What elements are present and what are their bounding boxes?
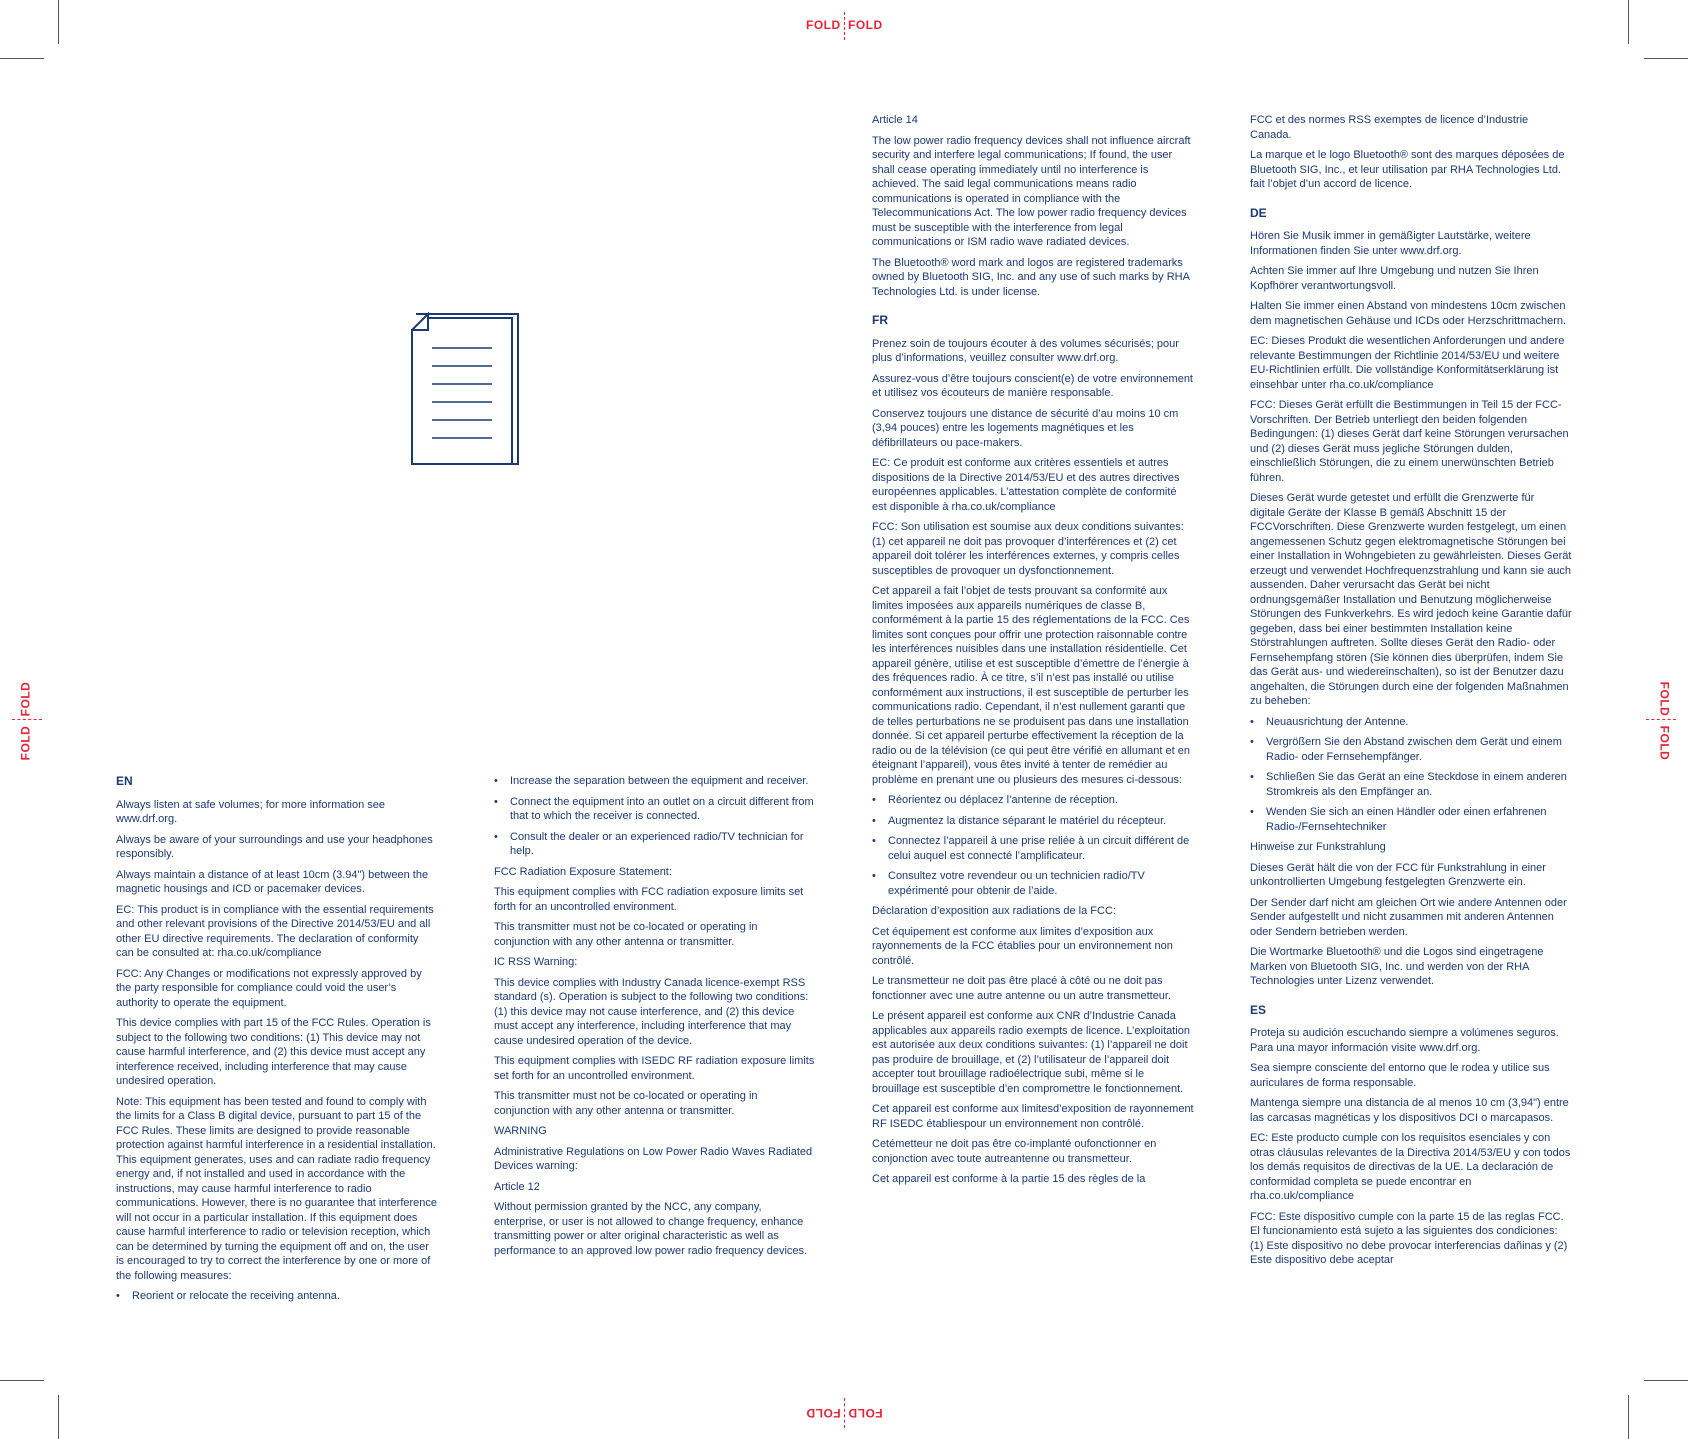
- paragraph: This transmitter must not be co-located or operating in conjunction with any other antenna or transmitter.: [494, 1090, 758, 1117]
- paragraph: Always maintain a distance of at least 10cm (3.94") between the magnetic housings and ICD or pacemaker devices.: [116, 868, 429, 895]
- paragraph: Prenez soin de toujours écouter à des volumes sécurisés; pour plus d’informations, veuillez consulter www.drf.org.: [872, 337, 1179, 364]
- fold-line-right: [1646, 719, 1676, 720]
- paragraph: Article 14: [872, 114, 918, 126]
- heading-en: EN: [116, 774, 133, 788]
- column-en-continued: [494, 774, 816, 1264]
- bullet-list: [1250, 715, 1572, 835]
- heading-fr: FR: [872, 313, 888, 327]
- heading-es: ES: [1250, 1002, 1267, 1017]
- paragraph: IC RSS Warning:: [494, 956, 578, 968]
- fold-label-bottom-right: FOLD: [848, 1406, 883, 1420]
- paragraph: This equipment complies with ISEDC RF radiation exposure limits set forth for an uncontrolled environment.: [494, 1055, 815, 1082]
- paragraph: Always listen at safe volumes; for more information see www.drf.org.: [116, 798, 386, 825]
- paragraph: FCC: Son utilisation est soumise aux deux conditions suivantes: (1) cet appareil ne doit pas provoquer d’interférences et (2) cet appareil doit tolérer les interférences externes, y compris celles susceptibles de provoquer un dysfonctionnement.: [872, 521, 1184, 577]
- paragraph: Always be aware of your surroundings and use your headphones responsibly.: [116, 833, 433, 860]
- paragraph: Note: This equipment has been tested and found to comply with the limits for a Class B digital device, pursuant to part 15 of the FCC Rules. These limits are designed to provide reasonable protection against harmful interference in a residential installation. This equipment generates, uses and can radiate radio frequency energy and, if not installed and used in accordance with the instructions, may cause harmful interference to radio communications. However, there is no guarantee that interference will not occur in a particular installation. If this equipment does cause harmful interference to radio or television reception, which can be determined by turning the equipment off and on, the user is encouraged to try to correct the interference by one or more of the following measures:: [116, 1095, 438, 1282]
- fold-label-left-bottom: FOLD: [18, 725, 33, 761]
- paragraph: EC: Este producto cumple con los requisitos esenciales y con otras cláusulas relevantes de la Directiva 2014/53/EU y con todos los demás requisitos de directivas de la UE. La declaración de conformidad completa se puede encontrar en rha.co.uk/compliance: [1250, 1132, 1571, 1202]
- paragraph: This transmitter must not be co-located or operating in conjunction with any other antenna or transmitter.: [494, 921, 758, 948]
- paragraph: Die Wortmarke Bluetooth® und die Logos sind eingetragene Marken von Bluetooth SIG, Inc. und werden von der RHA Technologies unter Lizenz verwendet.: [1250, 946, 1544, 987]
- paragraph: FCC: Este dispositivo cumple con la parte 15 de las reglas FCC. El funcionamiento está sujeto a las siguientes dos condiciones: (1) Este dispositivo no debe provocar interferencias dañinas y (2) Este dispositivo debe aceptar: [1250, 1210, 1568, 1266]
- list-item: • Connectez l’appareil à une prise reliée à un circuit différent de celui auquel est connecté l’amplificateur.: [872, 834, 1194, 863]
- paragraph: EC: This product is in compliance with the essential requirements and other relevant provisions of the Directive 2014/53/EU and all other EU directive requirements. The declaration of conformity can be consulted at: rha.co.uk/compliance: [116, 903, 434, 959]
- crop-mark: [58, 1395, 59, 1439]
- paragraph: Sea siempre consciente del entorno que le rodea y utilice sus auriculares de forma responsable.: [1250, 1062, 1550, 1089]
- paragraph: Halten Sie immer einen Abstand von mindestens 10cm zwischen dem magnetischen Gehäuse und ICDs oder Herzschrittmachern.: [1250, 300, 1567, 327]
- paragraph: FCC Radiation Exposure Statement:: [494, 865, 672, 878]
- paragraph: Cetémetteur ne doit pas être co-implanté oufonctionner en conjonction avec toute autreantenne ou transmetteur.: [872, 1138, 1157, 1165]
- crop-mark: [1628, 0, 1629, 44]
- paragraph: Assurez-vous d’être toujours conscient(e) de votre environnement et utilisez vos écouteurs de manière responsable.: [872, 372, 1193, 399]
- paragraph: Achten Sie immer auf Ihre Umgebung und nutzen Sie Ihren Kopfhörer verantwortungsvoll.: [1250, 265, 1539, 292]
- list-item: • Réorientez ou déplacez l’antenne de réception.: [872, 793, 1194, 808]
- fold-label-right-bottom: FOLD: [1657, 725, 1672, 761]
- list-item: • Wenden Sie sich an einen Händler oder einen erfahrenen Radio-/Fernsehtechniker: [1250, 805, 1572, 834]
- paragraph: Hinweise zur Funkstrahlung: [1250, 841, 1386, 853]
- fold-line-left: [12, 719, 42, 720]
- list-item: • Connect the equipment into an outlet on a circuit different from that to which the receiver is connected.: [494, 795, 816, 824]
- fold-line-bottom: [844, 1398, 845, 1428]
- crop-mark: [0, 58, 44, 59]
- paragraph: The Bluetooth® word mark and logos are registered trademarks owned by Bluetooth SIG, Inc. and any use of such marks by RHA Technologies Ltd. is under license.: [872, 256, 1190, 298]
- crop-mark: [58, 0, 59, 44]
- paragraph: Cet appareil a fait l’objet de tests prouvant sa conformité aux limites imposées aux appareils numériques de classe B, conformément à la partie 15 des réglementations de la FCC. Ces limites sont conçues pour offrir une protection raisonnable contre les interférences nuisibles dans une installation résidentielle. Cet appareil génère, utilise et est susceptible d’émettre de l’énergie à des fréquences radio. À ce titre, s’il n’est pas installé ou utilise conformément aux instructions, il est susceptible de perturber les communications radio. Cependant, il n’est nullement garanti que de telles perturbations ne se produisent pas dans une installation donnée. Si cet appareil perturbe effectivement la réception de la radio ou de la télévision (ce qui peut être vérifié en allumant et en éteignant l’appareil), vous êtes invité à tenter de remédier au problème en prenant une ou plusieurs des mesures ci-dessous:: [872, 585, 1190, 786]
- list-item: • Neuausrichtung der Antenne.: [1250, 715, 1572, 730]
- fold-label-top-left: FOLD: [806, 18, 841, 32]
- paragraph: EC: Dieses Produkt die wesentlichen Anforderungen und andere relevante Bestimmungen der Richtlinie 2014/53/EU und weitere EU-Richtlinien erfüllt. Die vollständige Konformitätserklärung ist einsehbar unter rha.co.uk/compliance: [1250, 335, 1565, 391]
- paragraph: Cet appareil est conforme à la partie 15 des règles de la: [872, 1173, 1146, 1185]
- paragraph: WARNING: [494, 1125, 547, 1137]
- paragraph: Conservez toujours une distance de sécurité d’au moins 10 cm (3,94 pouces) entre les logements magnétiques et les défibrillateurs ou pace-makers.: [872, 407, 1179, 449]
- crop-mark: [1644, 58, 1688, 59]
- fold-label-bottom-left: FOLD: [806, 1406, 841, 1420]
- list-item: • Augmentez la distance séparant le matériel du récepteur.: [872, 814, 1194, 829]
- bullet-list: [116, 1289, 438, 1304]
- paragraph: EC: Ce produit est conforme aux critères essentiels et autres dispositions de la Directive 2014/53/EU et des autres directives européennes applicables. L’attestation complète de conformité est disponible à rha.co.uk/compliance: [872, 457, 1180, 513]
- paragraph: Der Sender darf nicht am gleichen Ort wie andere Antennen oder Sender aufgestellt und nicht zusammen mit anderen Antennen oder Sendern betrieben werden.: [1250, 896, 1567, 938]
- paragraph: Article 12: [494, 1180, 540, 1193]
- bullet-list: [872, 793, 1194, 898]
- paragraph: This device complies with part 15 of the FCC Rules. Operation is subject to the following two conditions: (1) This device may not cause harmful interference, and (2) this device must accept any interference received, including interference that may cause undesired operation.: [116, 1017, 431, 1087]
- paragraph: Dieses Gerät hält die von der FCC für Funkstrahlung in einer unkontrollierten Umgebung festgelegten Grenzwerte ein.: [1250, 861, 1546, 888]
- paragraph: Cet équipement est conforme aux limites d’exposition aux rayonnements de la FCC établies pour un environnement non contrôlé.: [872, 925, 1173, 967]
- column-fr: [872, 113, 1194, 1193]
- paragraph: Dieses Gerät wurde getestet und erfüllt die Grenzwerte für digitale Geräte der Klasse B gemäß Abschnitt 15 der FCCVorschriften. Diese Grenzwerte wurden festgelegt, um einen angemessenen Schutz gegen elektromagnetische Störungen bei einer Installation in Wohngebieten zu gewährleisten. Dieses Gerät erzeugt und verwendet Hochfrequenzstrahlung und kann sie auch aussenden. Daher verursacht das Gerät bei nicht ordnungsgemäßer Installation und Benutzung möglicherweise Störungen des Funkverkehrs. Es wird jedoch keine Garantie dafür gegeben, dass bei einer bestimmten Installation keine Störstrahlungen auftreten. Sollte dieses Gerät den Radio- oder Fernsehempfang stören (Sie können dies überprüfen, indem Sie das Gerät aus- und wiedereinschalten), so ist der Benutzer dazu angehalten, die Störungen durch eine der folgenden Maßnahmen zu beheben:: [1250, 492, 1572, 707]
- list-item: • Vergrößern Sie den Abstand zwischen dem Gerät und einem Radio- oder Fernsehempfänger.: [1250, 735, 1572, 764]
- paragraph: Mantenga siempre una distancia de al menos 10 cm (3,94") entre las carcasas magnéticas y los dispositivos DCI o marcapasos.: [1250, 1097, 1569, 1124]
- crop-mark: [0, 1380, 44, 1381]
- paragraph: Cet appareil est conforme aux limitesd’exposition de rayonnement RF ISEDC établiespour un environnement non contrôlé.: [872, 1103, 1194, 1130]
- list-item: • Consult the dealer or an experienced radio/TV technician for help.: [494, 830, 816, 859]
- paragraph: This equipment complies with FCC radiation exposure limits set forth for an uncontrolled environment.: [494, 886, 804, 913]
- list-item: • Reorient or relocate the receiving antenna.: [116, 1289, 438, 1304]
- paragraph: Without permission granted by the NCC, any company, enterprise, or user is not allowed to change frequency, enhance transmitting power or alter original characteristic as well as performance to an approved low power radio frequency devices.: [494, 1201, 808, 1257]
- paragraph: La marque et le logo Bluetooth® sont des marques déposées de Bluetooth SIG, Inc., et leur utilisation par RHA Technologies Ltd. fait l’objet d’un accord de licence.: [1250, 149, 1565, 190]
- list-item: • Increase the separation between the equipment and receiver.: [494, 774, 816, 789]
- paragraph: This device complies with Industry Canada licence-exempt RSS standard (s). Operation is subject to the following two conditions: (1) this device may not cause interference, and (2) this device must accept any interference, including interference that may cause undesired operation of the device.: [494, 976, 809, 1047]
- document-icon: [408, 312, 524, 475]
- column-en: [116, 774, 438, 1310]
- paragraph: Le présent appareil est conforme aux CNR d’Industrie Canada applicables aux appareils radio exempts de licence. L’exploitation est autorisée aux deux conditions suivantes: (1) l’appareil ne doit pas produire de brouillage, et (2) l’utilisateur de l’appareil doit accepter tout brouillage radioélectrique subi, même si le brouillage est susceptible d’en compromettre le fonctionnement.: [872, 1010, 1190, 1095]
- paragraph: The low power radio frequency devices shall not influence aircraft security and interfere legal communications; If found, the user shall cease operating immediately until no interference is achieved. The said legal communications means radio communications is operated in compliance with the Telecommunications Act. The low power radio frequency devices must be susceptible with the interference from legal communications or ISM radio wave radiated devices.: [872, 134, 1191, 248]
- fold-label-right-top: FOLD: [1657, 681, 1672, 717]
- crop-mark: [1628, 1395, 1629, 1439]
- paragraph: Administrative Regulations on Low Power Radio Waves Radiated Devices warning:: [494, 1145, 813, 1172]
- crop-mark: [1644, 1380, 1688, 1381]
- paragraph: FCC et des normes RSS exemptes de licence d’Industrie Canada.: [1250, 114, 1529, 141]
- paragraph: FCC: Dieses Gerät erfüllt die Bestimmungen in Teil 15 der FCC-Vorschriften. Der Betrieb unterliegt den beiden folgenden Bedingungen: (1) dieses Gerät darf keine Störungen verursachen und (2) dieses Gerät muss jegliche Störungen dulden, einschließlich Störungen, die zu einem unerwünschten Betrieb führen.: [1250, 399, 1569, 484]
- paragraph: Le transmetteur ne doit pas être placé à côté ou ne doit pas fonctionner avec une autre antenne ou un autre transmetteur.: [872, 975, 1172, 1002]
- fold-label-top-right: FOLD: [848, 18, 883, 32]
- fold-line-top: [844, 12, 845, 40]
- paragraph: Déclaration d’exposition aux radiations de la FCC:: [872, 905, 1116, 917]
- fold-label-left-top: FOLD: [18, 681, 33, 717]
- list-item: • Consultez votre revendeur ou un technicien radio/TV expérimenté pour obtenir de l’aide.: [872, 869, 1194, 898]
- paragraph: Proteja su audición escuchando siempre a volúmenes seguros. Para una mayor información visite www.drf.org.: [1250, 1027, 1559, 1054]
- list-item: • Schließen Sie das Gerät an eine Steckdose in einem anderen Stromkreis als den Empfänger an.: [1250, 770, 1572, 799]
- column-de-es: [1250, 113, 1572, 1274]
- paragraph: Hören Sie Musik immer in gemäßigter Lautstärke, weitere Informationen finden Sie unter www.drf.org.: [1250, 230, 1531, 257]
- paragraph: FCC: Any Changes or modifications not expressly approved by the party responsible for compliance could void the user’s authority to operate the equipment.: [116, 967, 422, 1009]
- heading-de: DE: [1250, 205, 1267, 220]
- bullet-list: [494, 774, 816, 859]
